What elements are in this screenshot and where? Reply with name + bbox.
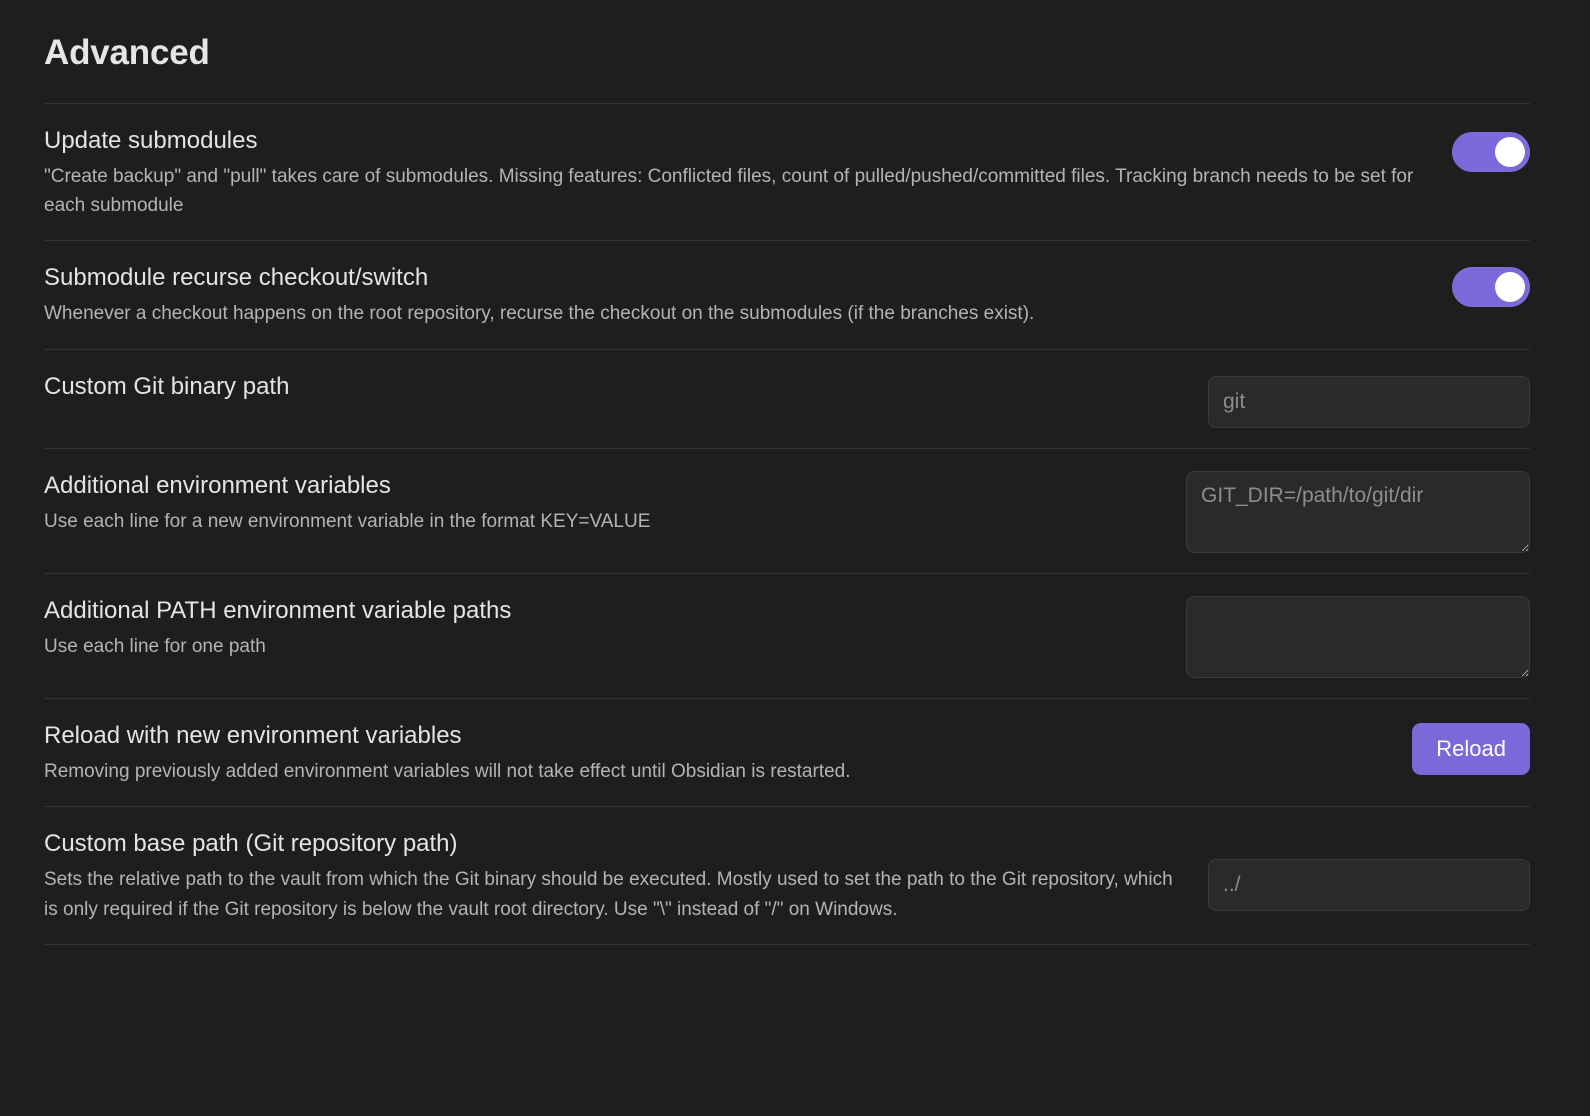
additional-environment-variables-textarea[interactable] (1186, 471, 1530, 553)
setting-control (1208, 829, 1530, 911)
setting-row-custom-base-path (44, 807, 1530, 944)
setting-name: Additional PATH environment variable paths (44, 596, 512, 624)
setting-description: "Create backup" and "pull" takes care of submodules. Missing features: Conflicted files, count of pulled/pushed/committed files. Tracking branch needs to be set for each submodule (44, 165, 1414, 216)
setting-info (44, 829, 1184, 924)
divider (44, 944, 1530, 945)
reload-button[interactable]: Reload (1412, 723, 1530, 775)
setting-control (1412, 721, 1530, 775)
setting-info (44, 126, 1428, 221)
setting-info (44, 471, 1162, 536)
setting-control (1452, 126, 1530, 172)
setting-description: Removing previously added environment variables will not take effect until Obsidian is restarted. (44, 760, 851, 782)
setting-control (1186, 596, 1530, 678)
setting-row-custom-git-binary-path (44, 350, 1530, 448)
toggle-update-submodules[interactable] (1452, 132, 1530, 172)
setting-name: Reload with new environment variables (44, 721, 462, 749)
setting-description: Whenever a checkout happens on the root repository, recurse the checkout on the submodules (if the branches exist). (44, 303, 1035, 325)
toggle-knob (1495, 137, 1525, 167)
setting-row-additional-path-variables (44, 574, 1530, 698)
custom-git-binary-path-input[interactable] (1208, 376, 1530, 428)
page-title: Advanced (44, 33, 210, 72)
setting-description: Sets the relative path to the vault from which the Git binary should be executed. Mostly used to set the path to the Git repository, which is only required if the Git repository is below the vault root directory. Use "\" instead of "/" on Windows. (44, 869, 1173, 920)
setting-info (44, 263, 1428, 328)
setting-row-submodule-recurse-checkout (44, 241, 1530, 348)
setting-row-update-submodules (44, 104, 1530, 241)
setting-name: Update submodules (44, 126, 258, 154)
setting-control (1208, 372, 1530, 428)
setting-row-reload-environment (44, 699, 1530, 806)
setting-name: Custom base path (Git repository path) (44, 830, 458, 858)
setting-name: Submodule recurse checkout/switch (44, 264, 429, 292)
setting-description: Use each line for one path (44, 635, 266, 657)
additional-path-variables-textarea[interactable] (1186, 596, 1530, 678)
setting-control (1186, 471, 1530, 553)
setting-info (44, 596, 1162, 661)
toggle-submodule-recurse-checkout[interactable] (1452, 267, 1530, 307)
custom-base-path-input[interactable] (1208, 859, 1530, 911)
toggle-knob (1495, 272, 1525, 302)
setting-row-additional-environment-variables (44, 449, 1530, 573)
setting-control (1452, 263, 1530, 307)
setting-info (44, 372, 1184, 402)
setting-info (44, 721, 1388, 786)
setting-name: Additional environment variables (44, 471, 391, 499)
setting-name: Custom Git binary path (44, 372, 290, 400)
setting-description: Use each line for a new environment variable in the format KEY=VALUE (44, 510, 651, 532)
